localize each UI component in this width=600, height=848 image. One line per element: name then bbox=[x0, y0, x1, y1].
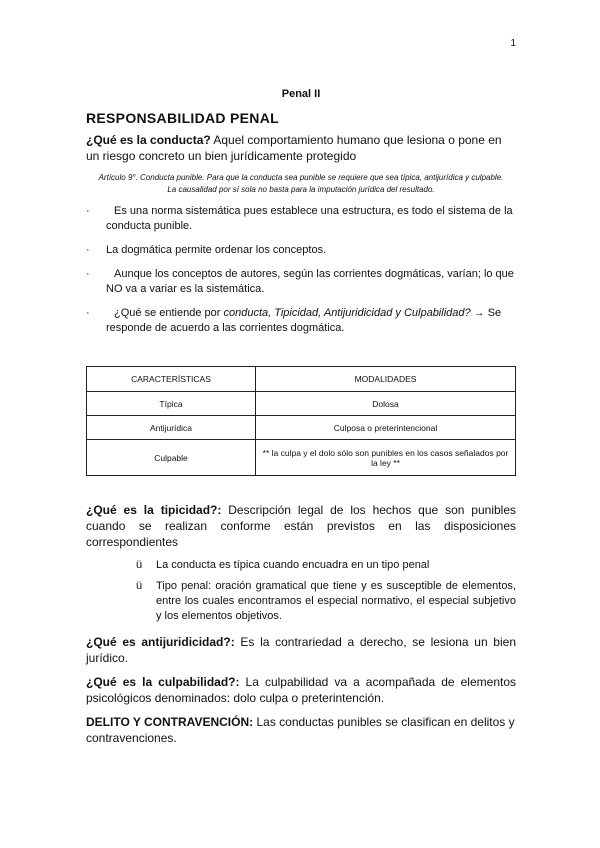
tipicidad-paragraph bbox=[86, 502, 516, 550]
page-number: 1 bbox=[510, 38, 516, 49]
subject-title: Penal II bbox=[281, 88, 321, 100]
bullet-list bbox=[86, 204, 516, 336]
list-item-text: La conducta es típica cuando encuadra en un tipo penal bbox=[156, 559, 430, 571]
table-cell: ** la culpa y el dolo sólo son punibles en los casos señalados por la ley ** bbox=[256, 440, 516, 476]
table-header-row bbox=[87, 367, 516, 392]
delito-paragraph bbox=[86, 714, 516, 746]
check-list bbox=[136, 558, 516, 624]
culpabilidad-answer: La culpabilidad va a acompañada de elementos psicológicos denominados: dolo culpa o preterintención. bbox=[86, 675, 517, 705]
conducta-paragraph bbox=[86, 132, 516, 164]
list-item-text: Aunque los conceptos de autores, según las corrientes dogmáticas, varían; lo que NO va a variar es la sistemática. bbox=[106, 268, 514, 295]
bullet-marker: · bbox=[86, 307, 90, 319]
bullet-marker: · bbox=[86, 244, 90, 256]
tipicidad-question: ¿Qué es la tipicidad?: bbox=[86, 503, 222, 517]
table-header-cell: CARACTERÍSTICAS bbox=[87, 367, 256, 392]
list-item bbox=[86, 243, 516, 258]
check-icon: ü bbox=[136, 559, 143, 571]
table-cell: Culposa o preterintencional bbox=[256, 416, 516, 440]
table-row bbox=[87, 416, 516, 440]
table-cell: Dolosa bbox=[256, 392, 516, 416]
antijuridicidad-paragraph bbox=[86, 634, 516, 666]
list-item-text: La dogmática permite ordenar los conceptos. bbox=[106, 244, 327, 256]
list-item-text: Tipo penal: oración gramatical que tiene y es susceptible de elementos, entre los cuales encontramos el especial normativo, el especial subjetivo y los elementos objetivos. bbox=[156, 580, 516, 622]
list-item bbox=[86, 267, 516, 297]
check-icon: ü bbox=[136, 580, 143, 592]
list-item-text-post: → Se responde de acuerdo a las corrientes dogmática. bbox=[106, 307, 502, 334]
list-item bbox=[86, 306, 516, 336]
list-item-text: Es una norma sistemática pues establece una estructura, es todo el sistema de la conducta punible. bbox=[106, 205, 513, 232]
article-quote: Artículo 9°. Conducta punible. Para que la conducta sea punible se requiere que sea típica, antijurídica y culpable. La causalidad por sí sola no basta para la imputación jurídica del resultado. bbox=[98, 173, 504, 194]
table-row bbox=[87, 440, 516, 476]
section-title: RESPONSABILIDAD PENAL bbox=[86, 110, 279, 126]
conducta-question: ¿Qué es la conducta? bbox=[86, 133, 211, 147]
table-header-cell: MODALIDADES bbox=[256, 367, 516, 392]
delito-question: DELITO Y CONTRAVENCIÓN: bbox=[86, 715, 254, 729]
document-body bbox=[86, 88, 516, 754]
list-item-text-italic: conducta, Tipicidad, Antijuridicidad y Culpabilidad? bbox=[223, 307, 471, 319]
list-item-text-pre: ¿Qué se entiende por bbox=[114, 307, 224, 319]
table-row bbox=[87, 392, 516, 416]
delito-answer: Las conductas punibles se clasifican en delitos y contravenciones. bbox=[86, 715, 515, 745]
table-cell: Típica bbox=[87, 392, 256, 416]
table-cell: Antijurídica bbox=[87, 416, 256, 440]
tipicidad-answer: Descripción legal de los hechos que son punibles cuando se realizan conforme están previstos en las disposiciones correspondientes bbox=[86, 503, 517, 549]
list-item bbox=[136, 579, 516, 624]
table-cell: Culpable bbox=[87, 440, 256, 476]
list-item bbox=[86, 204, 516, 234]
antijuridicidad-answer: Es la contrariedad a derecho, se lesiona un bien jurídico. bbox=[86, 635, 516, 665]
conducta-answer: Aquel comportamiento humano que lesiona o pone en un riesgo concreto un bien jurídicamente protegido bbox=[86, 133, 502, 163]
culpabilidad-paragraph bbox=[86, 674, 516, 706]
bullet-marker: · bbox=[86, 205, 90, 217]
culpabilidad-question: ¿Qué es la culpabilidad?: bbox=[86, 675, 240, 689]
list-item bbox=[136, 558, 516, 573]
characteristics-table bbox=[86, 366, 516, 476]
antijuridicidad-question: ¿Qué es antijuridicidad?: bbox=[86, 635, 235, 649]
bullet-marker: · bbox=[86, 268, 90, 280]
